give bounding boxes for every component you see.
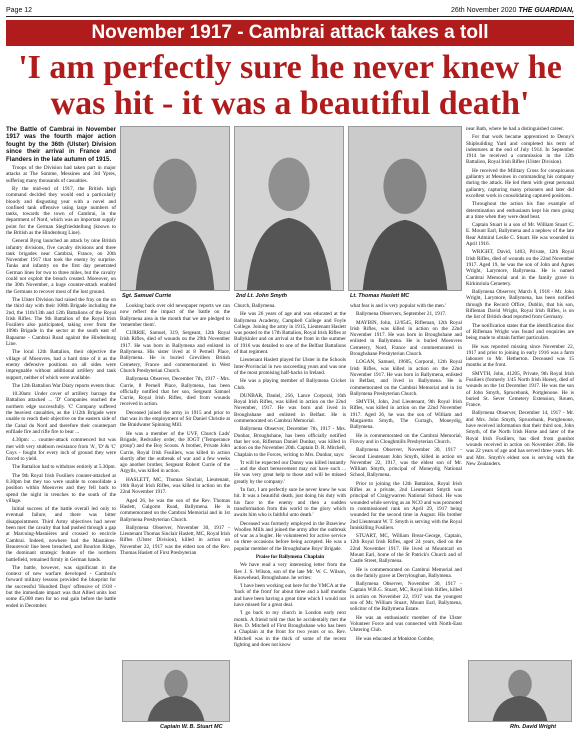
paragraph: For that work became apprenticed to Denny's Shipbuilding Yard and completed his term of indentures at the end of July 1914. In September 1914 he received a commission in the 12th Battalion, Royal Irish Rifles (Ulster Division). bbox=[466, 134, 574, 166]
paragraph: Deceased joined the army in 1915 and prior to that was in the employment of Sir Daniel Christie at the Braidwater Spinning Mill. bbox=[120, 409, 230, 429]
photo-caption: Captain W. B. Stuart MC bbox=[160, 724, 223, 730]
photo-samuel-currie bbox=[120, 126, 230, 291]
article-column-1 bbox=[6, 126, 116, 732]
paragraph: Ballymena Observer, March 8, 1918 - Mr. John Wright, Larymore, Ballymena, has been notified through the Record Office, Dublin, that his son, Rifleman David Wright, Royal Irish Rifles, is on the list of British dead reported from Germany. bbox=[466, 289, 574, 321]
paragraph: Ballymena Observer, November 30, 1917 - Lieutenant Thomas Sinclair Haslett, MC, Royal Irish Rifles (Ulster Division), killed in action on November 22, 1917 was the eldest son of the Rev. Thomas Haslett of First Presbyterian bbox=[120, 524, 230, 556]
lead-paragraph: The Battle of Cambrai in November 1917 was the fourth major action fought by the 36th (Ulster) Division since their arrival in France and Flanders in the late autumn of 1915. bbox=[6, 126, 116, 163]
paragraph: LOGAN, Samuel, 19605, Corporal, 12th Royal Irish Rifles, was killed in action on the 22nd November 1917. He was born in Ballymena, enlisted in Belfast, and lived in Ballymena. He is commemorated on the Cambrai Memorial and in 1st Ballymena Presbyterian Church. bbox=[350, 359, 462, 397]
paragraph: Ballymena Observer, November 30, 1917 - Captain W.B.G. Stuart, MC, Royal Irish Rifles, killed in action on November 22, 1917 was the youngest son of Mr. William Stuart, Mount Earl, Ballymena, solicitor of the Ballymena Estate. bbox=[350, 581, 462, 613]
paragraph: Ballymena Observers, September 21, 1917. bbox=[356, 311, 447, 318]
paragraph: 'It will be expected our Danny was killed instantly ... and the short bereavement may not have such ... He was very great help to those and will be missed greatly by the company.' bbox=[234, 459, 346, 485]
paragraph: what fear is and is very popular with the men.' bbox=[350, 303, 447, 309]
paragraph: Captain Stuart is a son of Mr. William Stuart C. E. Mount Earl, Ballymena and a nephew of the late Rear Admiral Leslie C. Stuart. He was wounded in April 1916. bbox=[466, 222, 574, 248]
paragraph: HASLETT, MC, Thomas Sinclair, Lieutenant, 16th Royal Irish Rifles, was killed in action on the 22nd November 1917. bbox=[120, 476, 230, 496]
paragraph: STUART, MC, William Brear-George, Captain, 12th Royal Irish Rifles, aged 24 years, died on the 22nd November 1917. He lived at Mountcarl on Mount Earl, home of the St Patrick's Church and of Castle Street, Ballymena. bbox=[350, 533, 462, 565]
paragraph: MAYBIN, John, 12/6545, Rifleman, 12th Royal Irish Rifles, was killed in action on the 22nd November 1917. He was born in Broughshane and enlisted in Ballymena. He is buried Moeuvres Cemetery, Nord, France and commemorated in Broughshane Presbyterian Church. bbox=[350, 319, 462, 358]
paragraph: Prior to joining the 12th Battalion, Royal Irish Rifles as a private, 2nd Lieutenant Smyth was principal of Craigywarren National School. He was wounded while serving as an NCO and was promoted to commissioned rank on April 29, 1917 being wounded for the second time in August. His brother 2nd Lieutenant W. T. Smyth is serving with the Royal Inniskilling Fusiliers. bbox=[350, 480, 462, 531]
article-column-4 bbox=[350, 303, 462, 732]
paragraph: The 12th Battalion War Diary reports events thus: bbox=[12, 382, 116, 389]
photo-david-wright bbox=[468, 660, 572, 722]
paragraph: Deceased was formerly employed in the Braeview Woollen Mills and joined the army after the outbreak of war as a bugler. He volunteered for active service on three occasions before being accepted. He was a popular member of the Broughshane Boys' Brigade. bbox=[234, 520, 346, 552]
paragraph: 'I go back to my church in London early next month. A friend told me that he accidentally met the Rev. D. Mitchell of First Broughshane who has been a Chaplain at the front for two years or so. Rev. Mitchell was in the thick of some of the recent fighting and does not know bbox=[234, 610, 346, 648]
page-number: Page 12 bbox=[6, 6, 33, 14]
paragraph: SMYTH, John, 41205, Private, 9th Royal Irish Fusiliers (formerly 1/45 North Irish Horse), died of wounds on the 1st December 1917. He was the son of John Smyth, Sprucebank, Portglenone. He is buried St. Sever Cemetery Extension, Rouen, France. bbox=[466, 370, 574, 409]
paragraph: Ballymena Observer, November 30, 1917 - Second Lieutenant John Smyth, killed in action on November 22, 1917, was the eldest son of Mr. William Smyth, principal of Moneydig National School, Ballymena. bbox=[350, 447, 462, 479]
paragraph: The local 12th Battalion, their objective the village of Moeuvres, had a hard time of it as the enemy defensive positions on all sides were impregnable without additional artillery and tank support, neither of which were available. bbox=[6, 349, 116, 381]
paragraph: General Byng launched an attack by nine British infantry divisions, five cavalry divisions and three tank brigades near Cambrai, France, on 20th November 1917 that took the enemy by surprise. Tanks and infantry on the first day penetrated German lines for two to three miles, but the cavalry could not exploit the breach created. Moreover, on the 30th November, a huge counter-attack enabled the Germans to recover most of the lost ground. bbox=[6, 238, 116, 295]
paragraph: The Ulster Division had raised the fray on the on the third day with their 108th Brigade including the 2nd, the 11th/13th and 12th Battalions of the Royal Irish Rifles. The 9th Battalion of the Royal Irish Fusiliers also participated, taking over from the 109th Brigade in the sector at the south east of Bapaume - Cambrai Road against the Hindenburg Line. bbox=[6, 296, 116, 348]
paragraph: 10.30am: Under cover of artillery barrage the Battalion attacked ... 'D' Companies reached the northern edge successfully. 'C' Company suffered the heaviest casualties, as the 1/12th Brigade were unable to reach their objective on the eastern side of the Canal du Nord and therefore their counterpart enfilade fire and rifle fire to bear ... bbox=[6, 391, 116, 435]
paragraph: Ballymena Observer, December 14, 1917 - Mr. and Mrs. John Smyth, Sprucebank, Portglenone, have received information that their third son, John Smyth, of the North Irish Horse and later of the Royal Irish Fusiliers, has died from gunshot wounds received in action on November 26th. He was 22 years of age and has served three years. Mr. and Mrs. Smyth's eldest son is serving with the New Zealanders. bbox=[466, 410, 574, 467]
page-date-publication bbox=[451, 7, 574, 14]
paragraph: The 9th Royal Irish Fusiliers counter-attacked at 8.30pm but they too were unable to consolidate a position within Moeuvres and they fell back to spend the night in trenches to the south of the village. bbox=[6, 472, 116, 504]
paragraph: By the mid-end of 1917, the British high command decided they would end a particularly bloody and disgusting year with a novel and confined tank offensive using large numbers of tanks, towards the town of Cambrai, in the department of Nord, which was an important supply point for the German Siegfriedstellung (known to the British as the Hindenburg Line). bbox=[6, 185, 116, 236]
paragraph: Looking back over old newspaper reports we can now reflect the impact of the battle on the Ballymena area in the month that we are pledged to 'remember them'. bbox=[120, 303, 230, 328]
photo-caption: Sgt. Samuel Currie bbox=[122, 293, 172, 299]
paragraph: Ballymena Observer, December 7th, 1917 - Mrs. Currie, 8 Pernell Place, Ballymena, has been officially notified that her son, Sergeant Samuel Currie, Royal Irish Rifles, died from wounds received in action. bbox=[120, 376, 230, 408]
photo-thomas-haslett bbox=[348, 126, 462, 291]
photo-caption: Rfn. David Wright bbox=[510, 724, 557, 730]
paragraph: He was educated at Monkton Combe, bbox=[356, 635, 435, 642]
section-banner: November 1917 - Cambrai attack takes a toll bbox=[6, 20, 574, 46]
paragraph: The battle, however, was significant in the context of new warfare developed - Cambrai's forward military lessons provided the blueprint for the successful 'Hundred Days' offensive of 1918 - but the immediate impact was that Allied units lost some 45,000 men for no real gain before the battle ended in December. bbox=[6, 564, 116, 609]
paragraph: We have read a very interesting letter from the Rev J. S. Wilson, son of the late Mr. W. C. Wilson, Knowehead, Broughshane. he writes: bbox=[234, 562, 346, 581]
paragraph: CURRIE, Samuel, 319, Sergeant, 12th Royal Irish Rifles, died of wounds on the 29th November 1917. He was born in Ballymena and enlisted in Ballymena. His sister lived at 8 Pernell Place, Ballymena. He is buried Grevillers British Cemetery, France and commemorated in West Church Presbyterian Church. bbox=[120, 330, 230, 374]
photo-john-smyth bbox=[234, 126, 344, 291]
paragraph: He received the Military Cross for conspicuous gallantry at Messines in commanding his company during the attack. He led them with great personal gallantry, capturing many prisoners and later did excellent work in consolidating captured positions. bbox=[466, 167, 574, 199]
paragraph: 4.30pm: ... counter-attack commenced but was met with very stubborn resistance from 'A', 'D' & 'C' Coys - fought for every inch of ground they were forced to yield. bbox=[6, 437, 116, 463]
paragraph: He was 26 years of age and was educated at the Ballymena Academy, Campbell College and Foyle College. Joining the army in 1915, Lieutenant Haslett was posted to the 17th Battalion, Royal Irish Rifles at Ballykinler and on arrival at the front in the summer of 1916 was detailed to one of the Belfast Battalions of that regiment. bbox=[234, 311, 346, 356]
article-column-5 bbox=[466, 126, 574, 732]
paragraph: Initial success of the battle overall led only to eventual failure, and there was bitter disappointment. Third Army objectives had never been met: the cavalry that had pushed through a gap at Marcoing-Masnières and crossed to encircle Cambrai. Indeed, nowhere had the Masnières-Beaurevoir line been breached, and Bourlon Ridge, the dominant strategic feature of the northern battlefield, remained firmly in German hands. bbox=[6, 506, 116, 563]
headline: 'I am perfectly sure he never knew he was hit - it was a beautiful death' bbox=[18, 49, 562, 122]
article-column-3 bbox=[234, 303, 346, 732]
paragraph: WRIGHT, David, 1403, Private, 12th Royal Irish Rifles, died of wounds on the 22nd November 1917. Aged 19, he was the son of John and Agnes Wright, Larymore, Ballymena. He is named Cambrai Memorial and in the family grave in Kirkinriola Cemetery. bbox=[466, 249, 574, 287]
paragraph: He is commemorated on Cambrai Memorial and on the family grave at Derryloughan, Ballymena. bbox=[350, 566, 462, 579]
subheading: Praise for Ballymena Chaplain bbox=[255, 553, 325, 560]
publication-name: THE GUARDIAN, bbox=[518, 6, 574, 14]
paragraph: Ballymena Observer, December 7th, 1917 - Mrs. Dunbar, Broughshane, has been officially notified that her son, Rifleman Daniel Dunbar, was killed in action on the November 20th. Captain D. R. Mitchell, Chaplain to the Forces, writing to Mrs. Dunbar, says: bbox=[234, 426, 346, 458]
paragraph: He is commemorated on the Cambrai Memorial, Finvoy and in Cloughmills Presbyterian Church. bbox=[350, 432, 462, 445]
page-date: 26th November 2020 bbox=[451, 6, 517, 14]
photo-wb-stuart bbox=[122, 660, 230, 722]
photo-caption: Lt. Thomas Haslett MC bbox=[350, 293, 410, 299]
page-header bbox=[6, 4, 574, 16]
paragraph: He was reported missing since November 22, 1917 and prior to joining in early 1916 was a farm labourer to Mr. Hetherton. Deceased was 15 months at the front. bbox=[466, 343, 574, 369]
paragraph: The Battalion had to withdraw entirely at 5.30pm. bbox=[12, 464, 116, 471]
paragraph: SMYTH, John, 2nd Lieutenant, 9th Royal Irish Rifles, was killed in action on the 22nd November 1917. Aged 26, he was the son of William and Margaretta Smyth, The Curragh, Moneydig, Ballymena. bbox=[350, 399, 462, 431]
paragraph: He was a member of the UVF, Church Lads' Brigade, Redvalley order, the IOGT ('Temperance group') and the Boy Scouts. A brother, Private John Currie, Royal Irish Fusiliers, was killed in action shortly after the outbreak of war and a few weeks ago another brother, Sergeant Robert Currie of the Argylls, was killed in action. bbox=[120, 430, 230, 475]
paragraph: Troops of the Division had taken part in major attacks at The Somme, Messines and 3rd Ypres, suffering many thousands of casualties. bbox=[6, 165, 116, 184]
paragraph: He was an enthusiastic member of the Ulster Volunteer Force and was connected with North-East Ulstering Club. bbox=[350, 614, 462, 634]
paragraph: DUNBAR, Daniel, 256, Lance Corporal, 16th Royal Irish Rifles, was killed in action on the 22nd November, 1917. He was born and lived in Broughshane and enlisted in Belfast. He is commemorated on Cambrai Memorial. bbox=[234, 392, 346, 425]
paragraph: Throughout the action his fine example of determination and enthusiasm kept his men going at a time when they were dead beat. bbox=[466, 201, 574, 220]
paragraph: Aged 26, he was the son of the Rev. Thomas Haslett, Galgorm Road, Ballymena. He is commemorated on the Cambrai Memorial and in 1st Ballymena Presbyterian Church. bbox=[120, 497, 230, 523]
paragraph: Church, Ballymena. bbox=[234, 303, 276, 309]
paragraph: 'I have been working out here for the YMCA at the 'back of the front' for about three and a half months and have been having a great time which I would not have missed for a great deal. bbox=[234, 583, 346, 609]
paragraph: Lieutenant Haslett played for Ulster in the Schools Inter-Provincial in two succeeding years and was one of the most promising half-backs in Ireland. bbox=[234, 357, 346, 376]
header-rule bbox=[6, 16, 574, 17]
paragraph: near Bath, where he had a distinguished career. bbox=[466, 126, 564, 132]
paragraph: 'In fact, I am perfectly sure he never knew he was hit. It was a beautiful death, just doing his duty with his face to the enemy and then a sudden transformation from this world to the glory which awaits him who is faithful unto death.' bbox=[234, 487, 346, 519]
photo-caption: 2nd Lt. John Smyth bbox=[236, 293, 288, 299]
paragraph: The notification states that the identification disc of Rifleman Wright was found and enquiries are being made to obtain further particulars. bbox=[466, 322, 574, 342]
paragraph: He was a playing member of Ballymena Cricket Club. bbox=[234, 378, 346, 391]
